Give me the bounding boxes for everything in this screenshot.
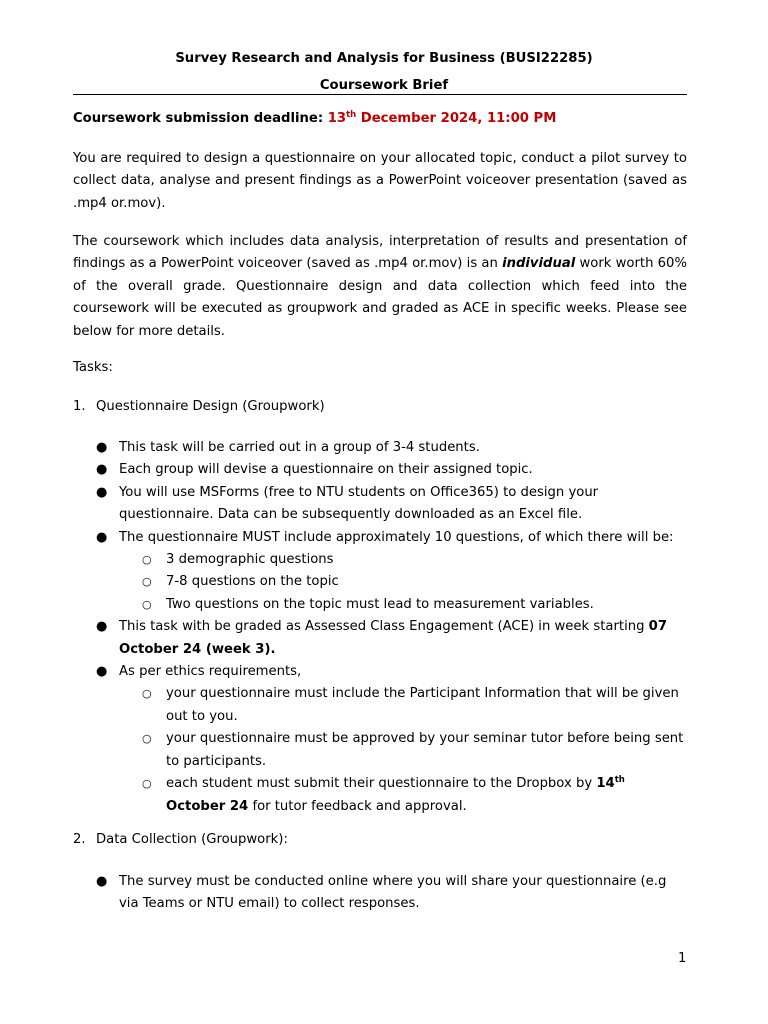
section-1-number: 1. (73, 399, 86, 414)
header-rule (73, 94, 687, 95)
para2-emphasis: individual (502, 256, 576, 272)
sub-list-item-text: your questionnaire must be approved by your seminar tutor before being sent to participants. (166, 731, 684, 769)
circle-bullet-icon: ○ (142, 575, 152, 589)
list-item (96, 527, 687, 617)
sub-list-item (142, 683, 687, 728)
list-item (96, 616, 687, 661)
bullet-icon: ● (96, 484, 108, 500)
page-number: 1 (678, 951, 687, 966)
bullet-icon: ● (96, 874, 108, 889)
document-subtitle: Coursework Brief (319, 78, 449, 93)
sub-list-item-text: your questionnaire must include the Participant Information that will be given out to you. (166, 686, 679, 724)
sub-list-item (142, 549, 687, 571)
section-1-title: Questionnaire Design (Groupwork) (96, 399, 325, 414)
deadline-date-rest: December 2024, 11:00 PM (360, 111, 557, 126)
submission-deadline (73, 111, 556, 126)
intro-paragraph: You are required to design a questionnaire on your allocated topic, conduct a pilot survey to collect data, analyse and present findings as a PowerPoint voiceover presentation (saved as .mp4 or.mov). (73, 151, 687, 211)
para2-before: The coursework which includes data analysis, interpretation of results and presentation of findings as a PowerPoint voiceover (saved as .mp4 or.mov) is an (73, 234, 687, 272)
sub-list-item-text: 7-8 questions on the topic (166, 574, 339, 590)
list-item (96, 871, 687, 916)
deadline-label: Coursework submission deadline: (73, 111, 324, 126)
deadline-day: 13 (327, 111, 347, 126)
circle-bullet-icon: ○ (142, 687, 152, 701)
section-2-number: 2. (73, 832, 86, 847)
sub-list (119, 683, 687, 817)
sub-list-item (142, 773, 687, 818)
list-item-text: As per ethics requirements, (119, 664, 302, 680)
list-item-text: This task will be carried out in a group of 3-4 students. (119, 440, 480, 455)
section-2-heading (73, 832, 288, 847)
bullet-icon: ● (96, 462, 108, 478)
circle-bullet-icon: ○ (142, 777, 152, 791)
section-1-list (96, 437, 687, 818)
sub-list-item-text-after: for tutor feedback and approval. (252, 798, 467, 814)
sub-list (119, 549, 687, 616)
list-item (96, 482, 687, 527)
sub-list-item (142, 571, 687, 593)
coursework-paragraph (73, 231, 687, 343)
para2-after: work worth 60% of the overall grade. Questionnaire design and data collection which feed into the coursework will be executed as groupwork and graded as ACE in specific weeks. Please see below for more details. (73, 256, 687, 339)
bullet-icon: ● (96, 440, 108, 455)
section-2-title: Data Collection (Groupwork): (96, 832, 288, 847)
list-item (96, 437, 687, 459)
sub-list-item (142, 594, 687, 616)
section-2-list (96, 871, 687, 916)
dropbox-date-rest: October 24 (166, 798, 249, 814)
list-item (96, 459, 687, 481)
deadline-date (328, 111, 557, 126)
list-item-text: The survey must be conducted online where you will share your questionnaire (e.g via Teams or NTU email) to collect responses. (119, 874, 667, 912)
list-item-text: Each group will devise a questionnaire on their assigned topic. (119, 462, 533, 478)
document-title: Survey Research and Analysis for Business (BUSI22285) (175, 51, 593, 66)
list-item (96, 661, 687, 818)
sub-list-item (142, 728, 687, 773)
dropbox-day: 14 (596, 776, 615, 792)
list-item-text: You will use MSForms (free to NTU students on Office365) to design your questionnaire. Data can be subsequently downloaded as an Excel file. (119, 484, 599, 523)
list-item-text: The questionnaire MUST include approximately 10 questions, of which there will be: (119, 529, 674, 545)
section-1-heading (73, 399, 325, 414)
circle-bullet-icon: ○ (142, 732, 152, 746)
sub-list-item-text: each student must submit their questionnaire to the Dropbox by (166, 776, 593, 792)
list-item-text: This task with be graded as Assessed Class Engagement (ACE) in week starting (119, 619, 645, 635)
circle-bullet-icon: ○ (142, 597, 152, 611)
sub-list-item-text: 3 demographic questions (166, 552, 334, 568)
ace-week-date: 07 October 24 (week 3). (119, 619, 668, 657)
tasks-label: Tasks: (73, 360, 113, 375)
bullet-icon: ● (96, 529, 108, 545)
deadline-day-suffix: th (346, 110, 357, 120)
bullet-icon: ● (96, 664, 108, 680)
bullet-icon: ● (96, 619, 108, 635)
sub-list-item-text: Two questions on the topic must lead to measurement variables. (166, 596, 594, 612)
circle-bullet-icon: ○ (142, 553, 152, 567)
dropbox-day-suffix: th (614, 775, 625, 786)
